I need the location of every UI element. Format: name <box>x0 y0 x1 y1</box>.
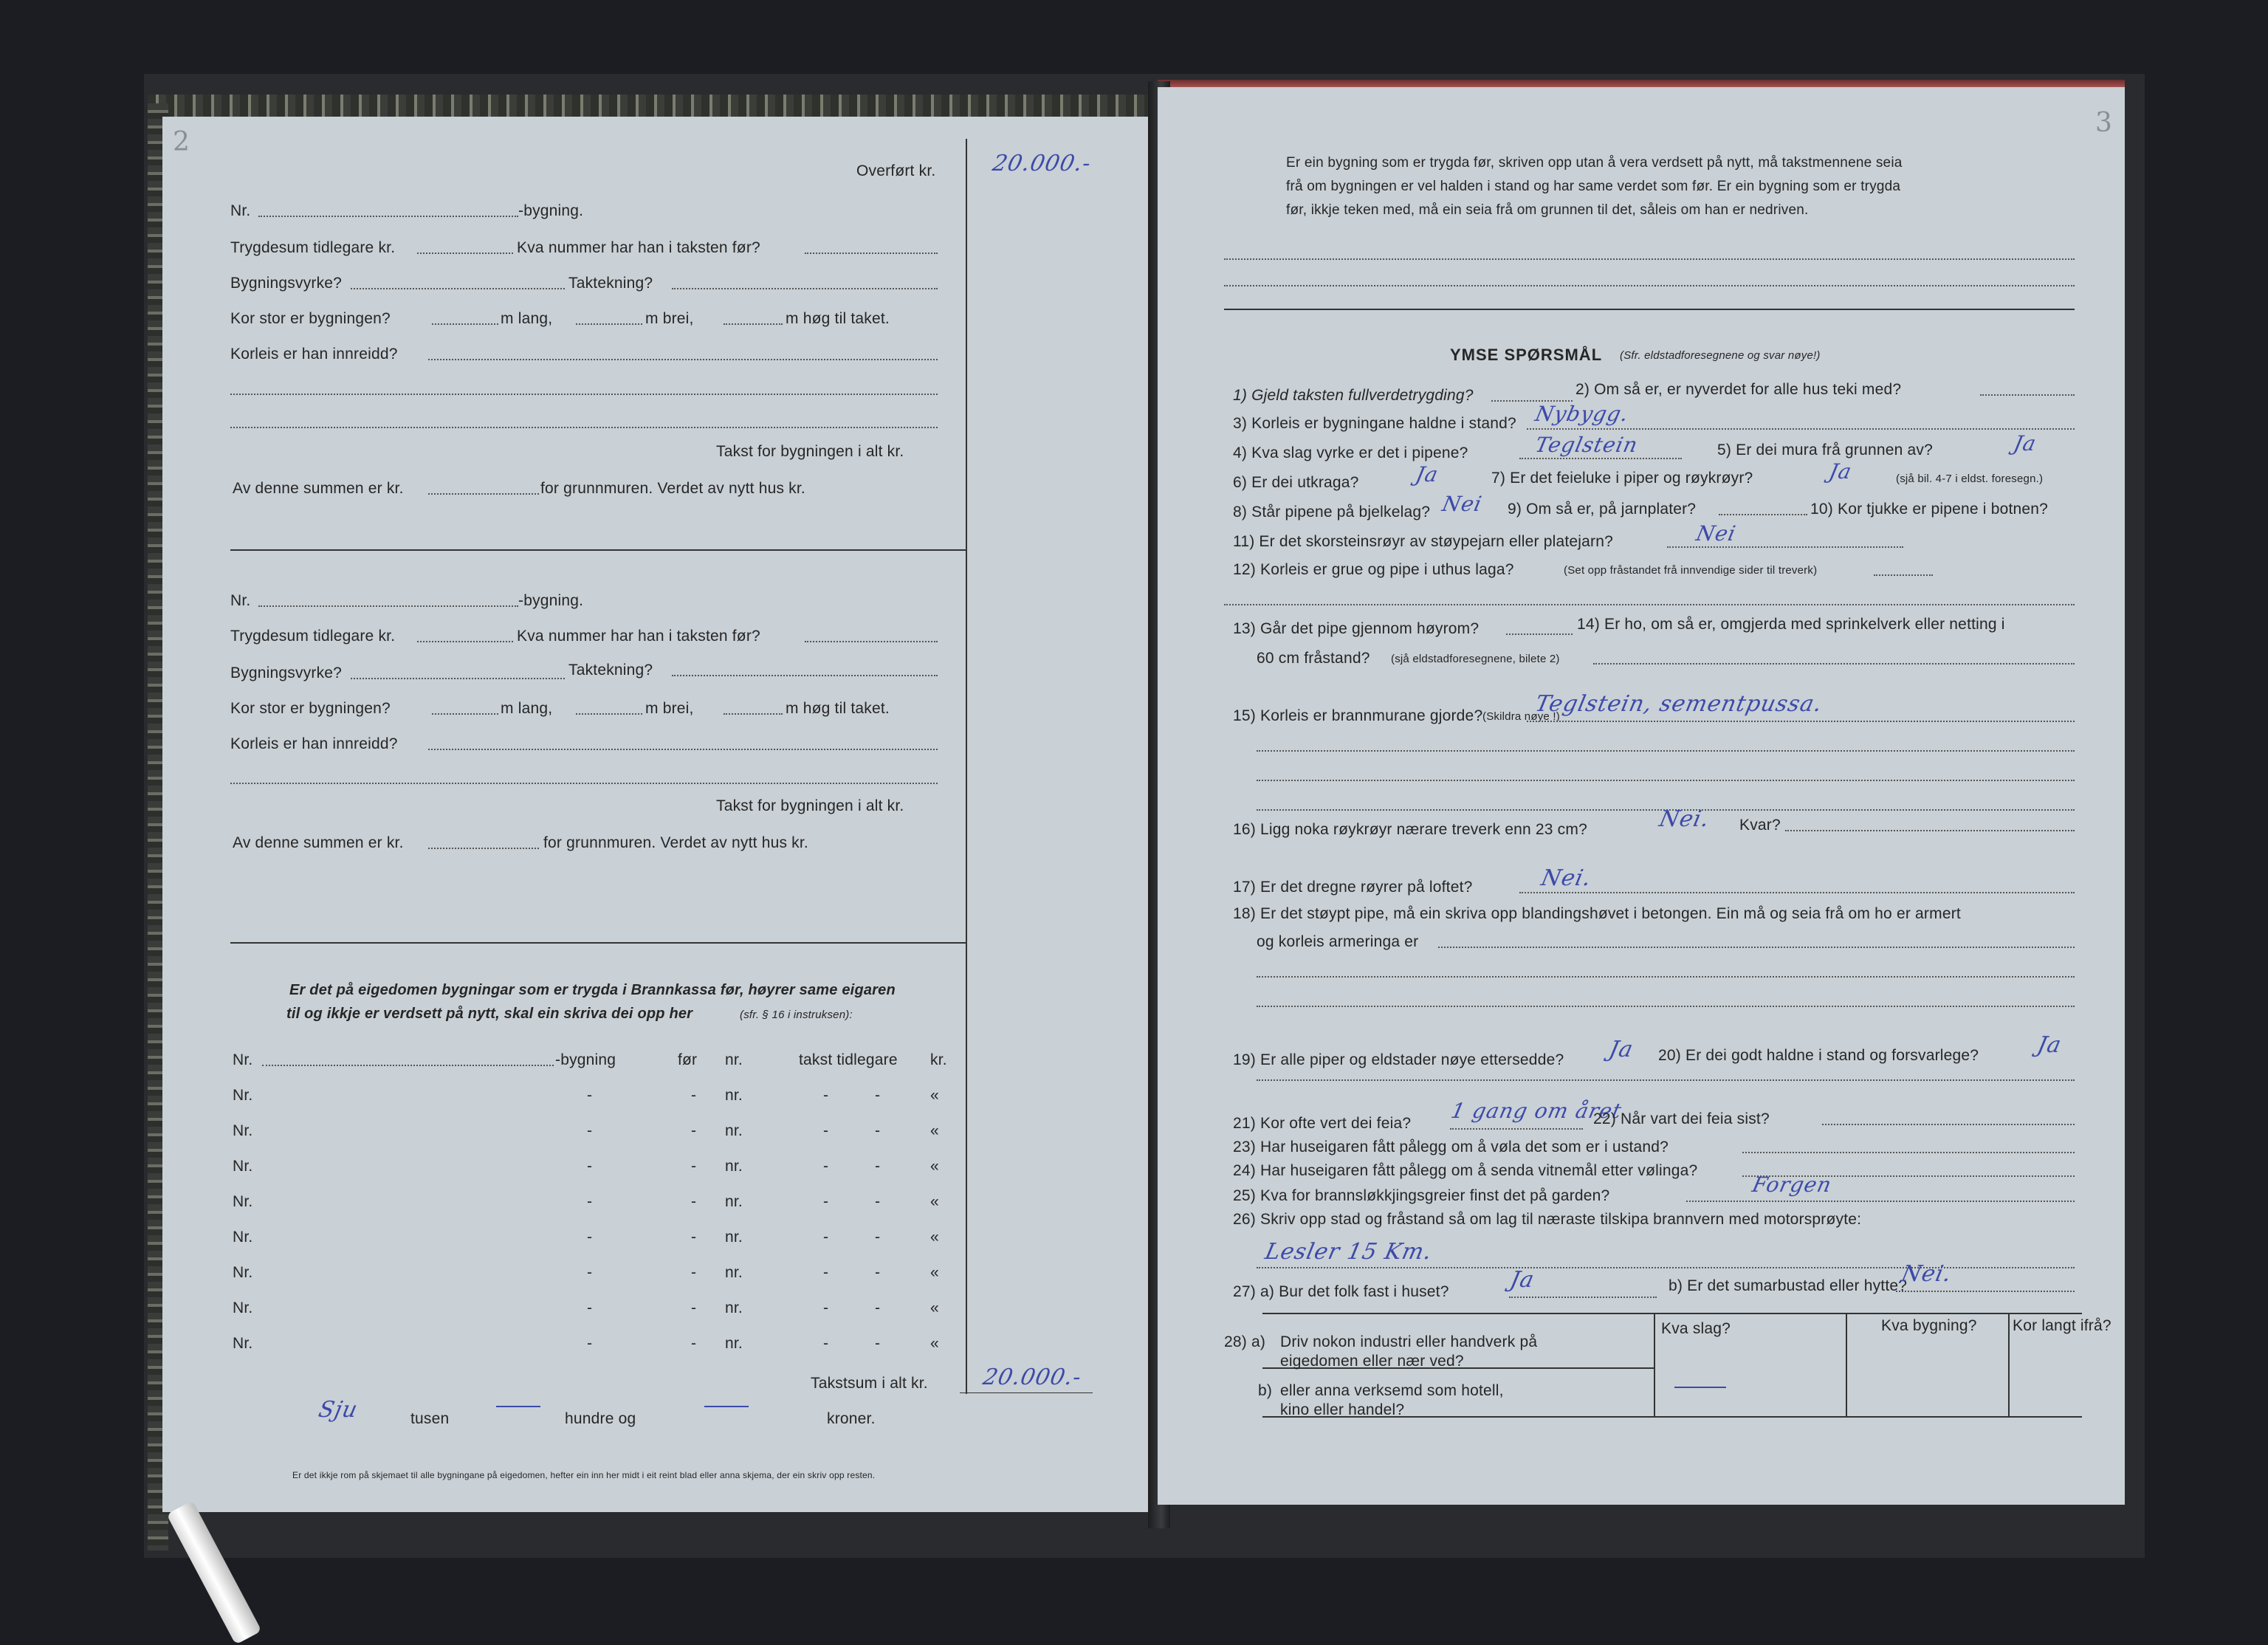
q15-field-2[interactable] <box>1257 750 2075 752</box>
tusen-label: tusen <box>410 1410 450 1427</box>
ditto-mark: - <box>875 1158 881 1175</box>
nr-ditto: nr. <box>725 1229 743 1246</box>
section-heading: YMSE SPØRSMÅL <box>1450 346 1603 364</box>
a15: Teglstein, sementpussa. <box>1533 691 1825 717</box>
ditto-mark: « <box>930 1229 939 1246</box>
note-line-1: Er ein bygning som er trygda før, skriven opp utan å vera verdsett på nytt, må takstmennene seia <box>1286 155 1903 171</box>
takstsum-label: Takstsum i alt kr. <box>811 1375 928 1392</box>
q15-note: (Skildra nøye !) <box>1482 710 1560 723</box>
ditto-mark: - <box>691 1158 697 1175</box>
q28: 28) a) <box>1224 1333 1266 1350</box>
table-row: Nr. <box>233 1264 253 1281</box>
ditto-mark: - <box>587 1264 593 1281</box>
q12-field-2[interactable] <box>1224 604 2075 605</box>
innreidd-label: Korleis er han innreidd? <box>230 735 398 752</box>
q18b: og korleis armeringa er <box>1257 933 1419 950</box>
lang-label: m lang, <box>501 700 553 717</box>
innreidd-field[interactable] <box>428 359 938 360</box>
innreidd-field[interactable] <box>428 749 938 750</box>
ditto-mark: - <box>823 1299 829 1316</box>
nr-ditto: nr. <box>725 1122 743 1139</box>
a27b: Nei. <box>1899 1261 1954 1287</box>
note-field[interactable] <box>1224 258 2075 260</box>
table-row: Nr. <box>233 1335 253 1352</box>
table-row: Nr. <box>233 1087 253 1104</box>
nr-ditto: nr. <box>725 1264 743 1281</box>
q9: 9) Om så er, på jarnplater? <box>1508 501 1697 518</box>
trygdesum-field[interactable] <box>417 253 513 254</box>
q7-note: (sjå bil. 4-7 i eldst. foresegn.) <box>1896 473 2044 485</box>
ditto-mark: « <box>930 1264 939 1281</box>
marbled-cover-top <box>148 95 1152 117</box>
brei-label: m brei, <box>645 310 694 327</box>
q27b-field[interactable] <box>1896 1291 2075 1292</box>
q15-field[interactable] <box>1527 721 2075 722</box>
q3-field[interactable] <box>1527 428 2075 430</box>
q2: 2) Om så er, er nyverdet for alle hus teki med? <box>1575 381 1902 398</box>
page-number: 3 <box>2095 108 2112 138</box>
q25: 25) Kva for brannsløkkjingsgreier finst det på garden? <box>1233 1187 1610 1204</box>
ditto-mark: - <box>875 1229 881 1246</box>
table-border <box>2008 1313 2010 1416</box>
q27b: b) Er det sumarbustad eller hytte? <box>1669 1277 1908 1294</box>
hog-field[interactable] <box>724 323 783 325</box>
innreidd-label: Korleis er han innreidd? <box>230 346 398 363</box>
q7: 7) Er det feieluke i piper og røykrøyr? <box>1491 470 1753 487</box>
q4-field[interactable] <box>1519 458 1682 459</box>
q28a-2: eigedomen eller nær ved? <box>1280 1353 1464 1370</box>
note-line-3: før, ikkje teken med, må ein seia frå om grunnen til det, såleis om han er nedriven. <box>1286 202 1809 218</box>
ditto-mark: - <box>691 1335 697 1352</box>
q13-field[interactable] <box>1506 633 1573 635</box>
av-denne-label: Av denne summen er kr. <box>233 834 404 851</box>
table-row: Nr. <box>233 1299 253 1316</box>
a8: Nei <box>1440 492 1485 516</box>
nr-field[interactable] <box>258 605 518 607</box>
col-bygning: -bygning <box>555 1051 616 1068</box>
intro-line-2: til og ikkje er verdsett på nytt, skal ein skriva dei opp her <box>286 1006 693 1022</box>
nr-label: Nr. <box>230 592 251 609</box>
q9-field[interactable] <box>1719 514 1807 515</box>
q14b: 60 cm fråstand? <box>1257 650 1370 667</box>
q22-field[interactable] <box>1822 1124 2075 1125</box>
table-border <box>1654 1313 1655 1416</box>
ditto-mark: - <box>875 1335 881 1352</box>
ditto-mark: - <box>587 1122 593 1139</box>
q16b: Kvar? <box>1739 817 1781 834</box>
q27: 27) a) Bur det folk fast i huset? <box>1233 1283 1449 1300</box>
q13: 13) Går det pipe gjennom høyrom? <box>1233 620 1480 637</box>
ditto-mark: - <box>875 1299 881 1316</box>
ditto-mark: - <box>691 1229 697 1246</box>
ditto-mark: - <box>823 1122 829 1139</box>
nr-ditto: nr. <box>725 1335 743 1352</box>
q26: 26) Skriv opp stad og fråstand så om lag til næraste tilskipa brannvern med motorsprøyte: <box>1233 1211 1862 1228</box>
ditto-mark: - <box>823 1193 829 1210</box>
grunnmur-field[interactable] <box>428 493 539 495</box>
ditto-mark: - <box>875 1122 881 1139</box>
intro-ref: (sfr. § 16 i instruksen): <box>740 1009 853 1021</box>
a7: Ja <box>1827 459 1855 484</box>
q16-field[interactable] <box>1785 830 2075 831</box>
q18-field-3[interactable] <box>1257 1006 2075 1007</box>
nr-ditto: nr. <box>725 1193 743 1210</box>
overfort-value: 20.000.- <box>990 151 1094 176</box>
q1: 1) Gjeld taksten fullverdetrygding? <box>1233 387 1474 404</box>
table-border <box>1846 1313 1847 1416</box>
table-row: Nr. <box>233 1122 253 1139</box>
lang-field[interactable] <box>432 323 498 325</box>
q12-note: (Set opp fråstandet frå innvendige sider til treverk) <box>1564 564 1818 577</box>
innreidd-field-3[interactable] <box>230 427 938 428</box>
hundre-label: hundre og <box>565 1410 636 1427</box>
ditto-mark: - <box>691 1122 697 1139</box>
q3: 3) Korleis er bygningane haldne i stand? <box>1233 415 1516 432</box>
innreidd-field-2[interactable] <box>230 783 938 784</box>
grunnmur-label: for grunnmuren. Verdet av nytt hus kr. <box>543 834 808 851</box>
q18-field-2[interactable] <box>1257 976 2075 978</box>
kor-stor-label: Kor stor er bygningen? <box>230 310 391 327</box>
taktekning-label: Taktekning? <box>568 275 653 292</box>
overfort-label: Overført kr. <box>856 162 936 179</box>
q27-field[interactable] <box>1509 1297 1657 1298</box>
q6: 6) Er dei utkraga? <box>1233 474 1359 491</box>
taktekning-label: Taktekning? <box>568 662 653 679</box>
takst-label: Takst for bygningen i alt kr. <box>716 797 904 814</box>
col-nr: Nr. <box>233 1051 253 1068</box>
grunnmur-field[interactable] <box>428 848 539 849</box>
col-nr2: nr. <box>725 1051 743 1068</box>
a16: Nei. <box>1657 806 1712 832</box>
ditto-mark: - <box>691 1299 697 1316</box>
kroner-label: kroner. <box>827 1410 876 1427</box>
a20: Ja <box>2035 1032 2064 1058</box>
q14-field[interactable] <box>1593 663 2075 664</box>
q28b-2: kino eller handel? <box>1280 1401 1405 1418</box>
q16: 16) Ligg noka røykrøyr nærare treverk enn 23 cm? <box>1233 821 1587 838</box>
col-kr: kr. <box>930 1051 947 1068</box>
kor-stor-label: Kor stor er bygningen? <box>230 700 391 717</box>
q5: 5) Er dei mura frå grunnen av? <box>1717 442 1933 459</box>
ditto-mark: - <box>823 1229 829 1246</box>
table-row: Nr. <box>233 1158 253 1175</box>
brei-field[interactable] <box>576 713 642 715</box>
col-kva-slag: Kva slag? <box>1661 1320 1731 1337</box>
ditto-mark: - <box>875 1264 881 1281</box>
q25-field[interactable] <box>1686 1201 2075 1202</box>
nr-label: Nr. <box>230 202 251 219</box>
q8: 8) Står pipene på bjelkelag? <box>1233 504 1431 521</box>
q28b: b) <box>1258 1382 1273 1399</box>
separator <box>230 549 966 551</box>
a4: Teglstein <box>1533 433 1640 457</box>
q10: 10) Kor tjukke er pipene i botnen? <box>1810 501 2049 518</box>
bygningsvyrke-label: Bygningsvyrke? <box>230 664 343 681</box>
ditto-mark: - <box>587 1299 593 1316</box>
nr-ditto: nr. <box>725 1299 743 1316</box>
q21-field[interactable] <box>1450 1128 1583 1130</box>
takstsum-underline <box>960 1392 1093 1393</box>
ditto-mark: « <box>930 1335 939 1352</box>
q20: 20) Er dei godt haldne i stand og forsvarlege? <box>1658 1047 1979 1064</box>
q23-field[interactable] <box>1742 1152 2075 1153</box>
a19: Ja <box>1606 1037 1636 1062</box>
hog-label: m høg til taket. <box>786 700 890 717</box>
a27: Ja <box>1508 1267 1537 1293</box>
col-kva-bygning: Kva bygning? <box>1881 1317 1977 1334</box>
q15: 15) Korleis er brannmurane gjorde? <box>1233 707 1483 724</box>
lang-field[interactable] <box>432 713 498 715</box>
intro-line-1: Er det på eigedomen bygningar som er trygda i Brannkassa før, høyrer same eigaren <box>289 982 896 998</box>
bygningsvyrke-field[interactable] <box>351 678 565 679</box>
q12-field[interactable] <box>1874 574 1933 576</box>
kroner-blank <box>704 1406 749 1407</box>
q17-field[interactable] <box>1519 892 2075 893</box>
section-subheading: (Sfr. eldstadforesegnene og svar nøye!) <box>1620 349 1821 362</box>
q18-field[interactable] <box>1438 947 2075 948</box>
kva-slag-answer-dash <box>1674 1387 1726 1388</box>
q14-note: (sjå eldstadforesegnene, bilete 2) <box>1391 653 1560 665</box>
av-denne-label: Av denne summen er kr. <box>233 480 404 497</box>
ditto-mark: « <box>930 1158 939 1175</box>
separator <box>1224 309 2075 310</box>
q15-field-3[interactable] <box>1257 780 2075 781</box>
ditto-mark: « <box>930 1087 939 1104</box>
ditto-mark: - <box>691 1264 697 1281</box>
q28b-1: eller anna verksemd som hotell, <box>1280 1382 1504 1399</box>
amount-words-value: Sju <box>316 1397 360 1423</box>
separator <box>230 942 966 944</box>
ditto-mark: - <box>587 1087 593 1104</box>
ditto-mark: - <box>823 1264 829 1281</box>
ditto-mark: - <box>587 1229 593 1246</box>
q24: 24) Har huseigaren fått pålegg om å senda vitnemål etter vølinga? <box>1233 1162 1698 1179</box>
col-for: før <box>678 1051 698 1068</box>
col-kor-langt: Kor langt ifrå? <box>2013 1317 2111 1334</box>
ditto-mark: - <box>823 1158 829 1175</box>
q2-field[interactable] <box>1980 394 2075 396</box>
trygdesum-field[interactable] <box>417 641 513 642</box>
a17: Nei. <box>1539 865 1594 891</box>
bygning-label: -bygning. <box>518 592 584 609</box>
hog-label: m høg til taket. <box>786 310 890 327</box>
ditto-mark: « <box>930 1193 939 1210</box>
ditto-mark: - <box>823 1087 829 1104</box>
ditto-mark: - <box>587 1158 593 1175</box>
a25: Forgen <box>1750 1172 1835 1197</box>
bygningsvyrke-label: Bygningsvyrke? <box>230 275 343 292</box>
a5: Ja <box>2011 431 2039 456</box>
q4: 4) Kva slag vyrke er det i pipene? <box>1233 444 1468 461</box>
ditto-mark: - <box>691 1087 697 1104</box>
takst-label: Takst for bygningen i alt kr. <box>716 443 904 460</box>
amount-column-divider <box>966 139 967 1394</box>
q20-field[interactable] <box>1257 1079 2075 1081</box>
a3: Nybygg. <box>1533 402 1632 426</box>
note-field-2[interactable] <box>1224 285 2075 286</box>
hog-field[interactable] <box>724 713 783 715</box>
ditto-mark: - <box>875 1193 881 1210</box>
ditto-mark: « <box>930 1299 939 1316</box>
q14: 14) Er ho, om så er, omgjerda med sprinkelverk eller netting i <box>1577 616 2005 633</box>
ditto-mark: - <box>691 1193 697 1210</box>
innreidd-field-2[interactable] <box>230 394 938 395</box>
table-row: Nr. <box>233 1229 253 1246</box>
q17: 17) Er det dregne røyrer på loftet? <box>1233 879 1473 896</box>
q11: 11) Er det skorsteinsrøyr av støypejarn eller platejarn? <box>1233 533 1614 550</box>
q23: 23) Har huseigaren fått pålegg om å vøla det som er i ustand? <box>1233 1139 1669 1155</box>
q18: 18) Er det støypt pipe, må ein skriva opp blandingshøvet i betongen. Ein må og seia frå om ho er armert <box>1233 905 1961 922</box>
trygdesum-label: Trygdesum tidlegare kr. <box>230 628 396 645</box>
ditto-mark: - <box>875 1087 881 1104</box>
bygningsvyrke-field[interactable] <box>351 288 565 289</box>
left-page <box>162 117 1166 1512</box>
a26: Lesler 15 Km. <box>1262 1239 1435 1265</box>
q11-field[interactable] <box>1667 546 1903 548</box>
q21: 21) Kor ofte vert dei feia? <box>1233 1115 1412 1132</box>
a6: Ja <box>1413 462 1441 487</box>
brei-label: m brei, <box>645 700 694 717</box>
hundre-blank <box>496 1406 540 1407</box>
brei-field[interactable] <box>576 323 642 325</box>
q12: 12) Korleis er grue og pipe i uthus laga? <box>1233 561 1514 578</box>
right-page <box>1158 87 2125 1505</box>
footnote: Er det ikkje rom på skjemaet til alle bygningane på eigedomen, hefter ein inn her midt i eit reint blad eller anna skjema, der ein skriv opp resten. <box>292 1470 876 1480</box>
col-takst: takst tidlegare <box>799 1051 898 1068</box>
takstsum-value: 20.000.- <box>980 1364 1085 1390</box>
table-row: Nr. <box>233 1193 253 1210</box>
q22: 22) Når vart dei feia sist? <box>1593 1110 1770 1127</box>
ditto-mark: « <box>930 1122 939 1139</box>
kva-nummer-field[interactable] <box>805 641 938 642</box>
page-number: 2 <box>173 127 190 157</box>
lang-label: m lang, <box>501 310 553 327</box>
nr-ditto: nr. <box>725 1158 743 1175</box>
bygning-label: -bygning. <box>518 202 584 219</box>
trygdesum-label: Trygdesum tidlegare kr. <box>230 239 396 256</box>
kva-nummer-label: Kva nummer har han i taksten før? <box>517 239 760 256</box>
a21: 1 gang om året <box>1449 1099 1624 1123</box>
table-border <box>1262 1313 2082 1314</box>
kva-nummer-field[interactable] <box>805 253 938 254</box>
nr-field[interactable] <box>258 216 518 217</box>
ditto-mark: - <box>587 1193 593 1210</box>
taktekning-field[interactable] <box>672 288 938 289</box>
ditto-mark: - <box>587 1335 593 1352</box>
q19: 19) Er alle piper og eldstader nøye ettersedde? <box>1233 1051 1564 1068</box>
note-line-2: frå om bygningen er vel halden i stand og har same verdet som før. Er ein bygning som er trygda <box>1286 179 1901 194</box>
grunnmur-label: for grunnmuren. Verdet av nytt hus kr. <box>540 480 805 497</box>
q28a-1: Driv nokon industri eller handverk på <box>1280 1333 1538 1350</box>
nr-field[interactable] <box>262 1065 554 1066</box>
ditto-mark: - <box>823 1335 829 1352</box>
a11: Nei <box>1694 521 1739 546</box>
nr-ditto: nr. <box>725 1087 743 1104</box>
kva-nummer-label: Kva nummer har han i taksten før? <box>517 628 760 645</box>
taktekning-field[interactable] <box>672 675 938 676</box>
